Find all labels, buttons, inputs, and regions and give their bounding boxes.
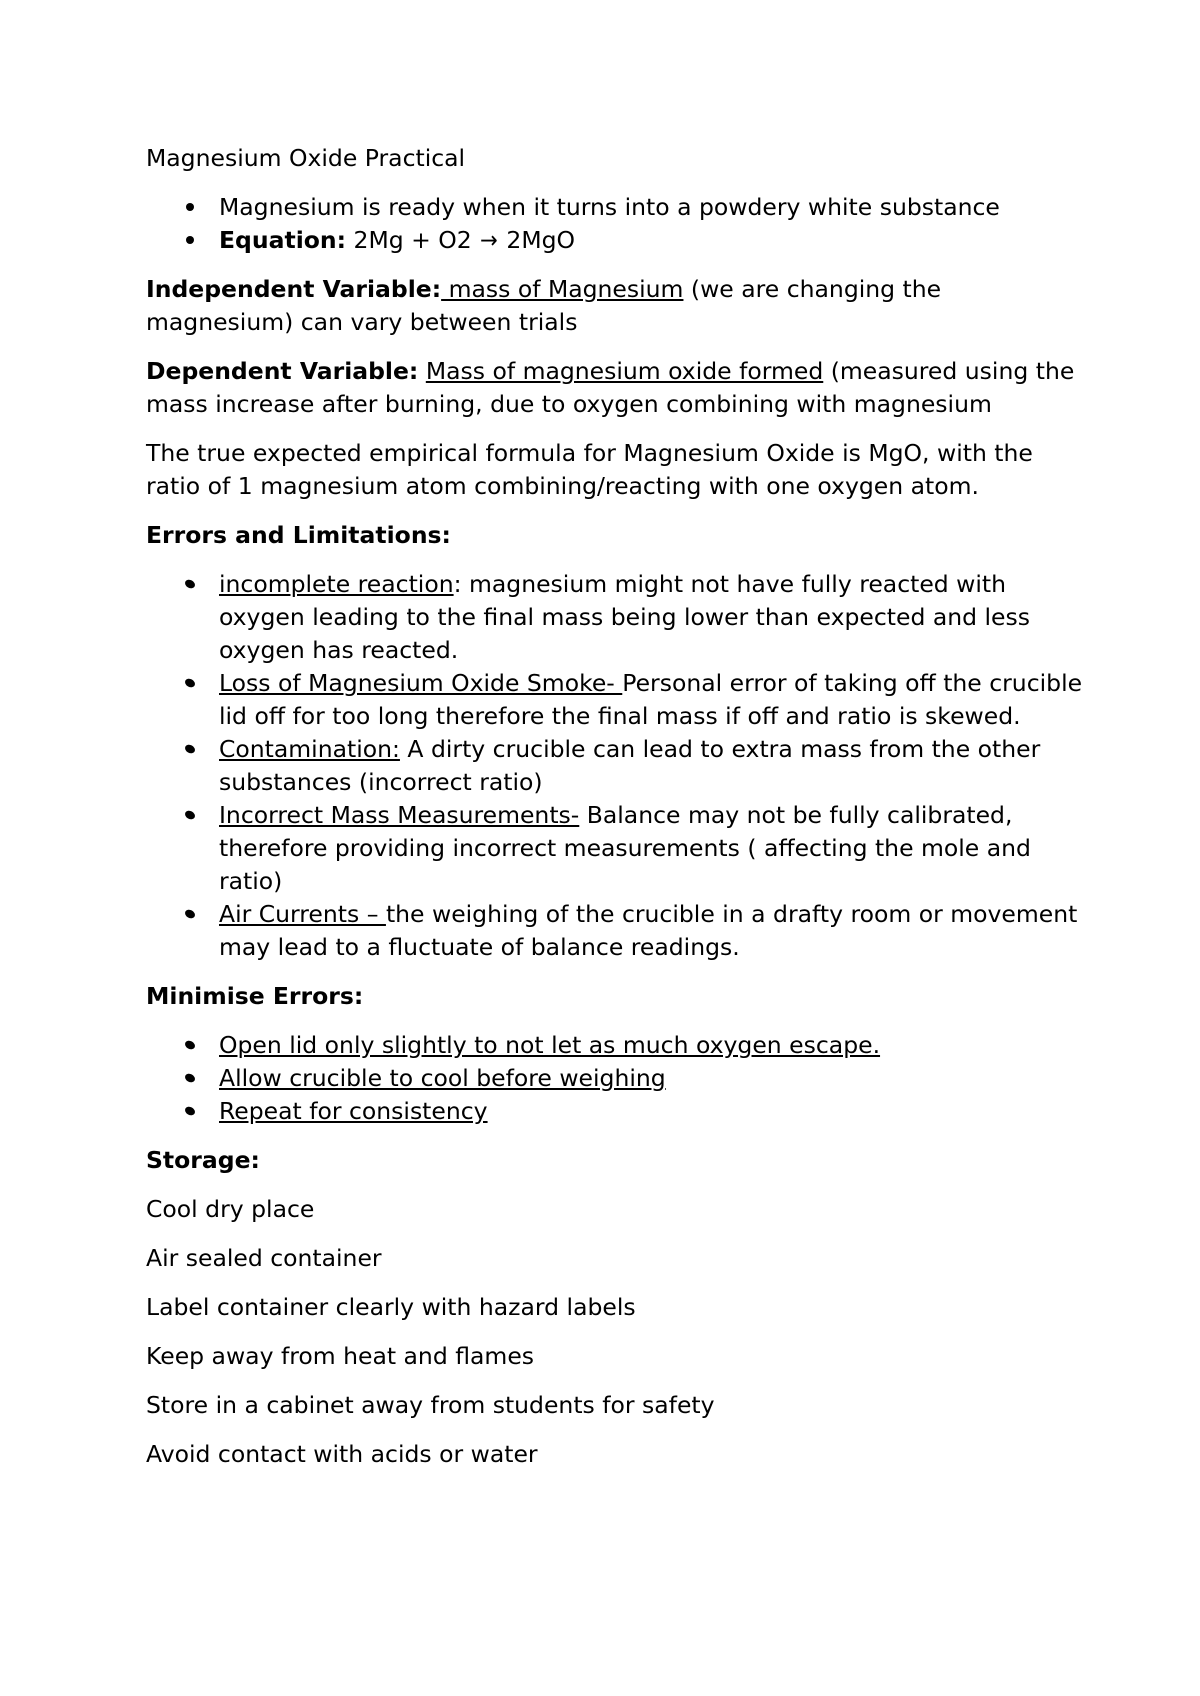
dependent-value: Mass of magnesium oxide formed bbox=[425, 357, 824, 385]
equation-label: Equation: bbox=[219, 226, 347, 254]
list-item bbox=[146, 799, 1086, 898]
storage-item: Label container clearly with hazard labels bbox=[146, 1293, 636, 1321]
minimise-list bbox=[146, 1029, 1086, 1128]
error-text: the weighing of the crucible in a drafty room or movement may lead to a fluctuate of balance readings. bbox=[219, 900, 1078, 961]
list-item bbox=[146, 667, 1086, 733]
list-item bbox=[146, 898, 1086, 964]
right-arrow-icon: → bbox=[480, 226, 498, 254]
storage-item: Cool dry place bbox=[146, 1195, 315, 1223]
list-item bbox=[146, 733, 1086, 799]
list-item bbox=[146, 568, 1086, 667]
storage-heading: Storage: bbox=[146, 1146, 260, 1174]
error-label: Loss of Magnesium Oxide Smoke- bbox=[219, 669, 623, 697]
errors-list bbox=[146, 568, 1086, 964]
storage-item: Air sealed container bbox=[146, 1244, 382, 1272]
bullet-icon bbox=[184, 1105, 197, 1117]
minimise-item-text: Open lid only slightly to not let as much oxygen escape. bbox=[219, 1031, 881, 1059]
errors-heading: Errors and Limitations: bbox=[146, 521, 451, 549]
dependent-variable bbox=[146, 355, 1086, 421]
intro-list bbox=[146, 191, 1086, 257]
list-item bbox=[146, 191, 1086, 224]
independent-note: (we are changing the magnesium) can vary between trials bbox=[146, 275, 942, 336]
error-label: incomplete reaction bbox=[219, 570, 454, 598]
list-item bbox=[146, 1095, 1086, 1128]
equation-product: 2MgO bbox=[498, 226, 576, 254]
independent-variable bbox=[146, 273, 1086, 339]
bullet-icon bbox=[186, 203, 194, 211]
independent-value: mass of Magnesium bbox=[441, 275, 684, 303]
error-label: Air Currents – bbox=[219, 900, 386, 928]
list-item-text: Magnesium is ready when it turns into a powdery white substance bbox=[219, 193, 1000, 221]
document-title: Magnesium Oxide Practical bbox=[146, 144, 466, 172]
minimise-heading: Minimise Errors: bbox=[146, 982, 364, 1010]
dependent-label: Dependent Variable: bbox=[146, 357, 419, 385]
minimise-item-text: Repeat for consistency bbox=[219, 1097, 488, 1125]
list-item bbox=[146, 1029, 1086, 1062]
storage-item: Store in a cabinet away from students for safety bbox=[146, 1391, 715, 1419]
bullet-icon bbox=[184, 809, 197, 821]
bullet-icon bbox=[184, 743, 197, 755]
error-text: Balance may not be fully calibrated, therefore providing incorrect measurements ( affecting the mole and ratio) bbox=[219, 801, 1031, 895]
storage-item: Keep away from heat and flames bbox=[146, 1342, 535, 1370]
equation-item bbox=[146, 224, 1086, 257]
bullet-icon bbox=[184, 1072, 197, 1084]
error-label: Contamination: bbox=[219, 735, 400, 763]
storage-item: Avoid contact with acids or water bbox=[146, 1440, 538, 1468]
document-body bbox=[146, 142, 1086, 1487]
list-item bbox=[146, 1062, 1086, 1095]
dependent-note: (measured using the mass increase after burning, due to oxygen combining with magnesium bbox=[146, 357, 1075, 418]
bullet-icon bbox=[184, 908, 197, 920]
bullet-icon bbox=[184, 677, 197, 689]
error-text: : magnesium might not have fully reacted with oxygen leading to the final mass being lower than expected and less oxygen has reacted. bbox=[219, 570, 1031, 664]
empirical-formula-paragraph: The true expected empirical formula for Magnesium Oxide is MgO, with the ratio of 1 magnesium atom combining/reacting with one oxygen atom. bbox=[146, 439, 1033, 500]
error-text: A dirty crucible can lead to extra mass from the other substances (incorrect ratio) bbox=[219, 735, 1041, 796]
equation-reactants: 2Mg + O2 bbox=[346, 226, 480, 254]
bullet-icon bbox=[186, 236, 194, 244]
error-label: Incorrect Mass Measurements- bbox=[219, 801, 580, 829]
bullet-icon bbox=[184, 1039, 197, 1051]
minimise-item-text: Allow crucible to cool before weighing bbox=[219, 1064, 666, 1092]
error-text: Personal error of taking off the crucible lid off for too long therefore the final mass if off and ratio is skewed. bbox=[219, 669, 1083, 730]
bullet-icon bbox=[184, 578, 197, 590]
independent-label: Independent Variable: bbox=[146, 275, 442, 303]
